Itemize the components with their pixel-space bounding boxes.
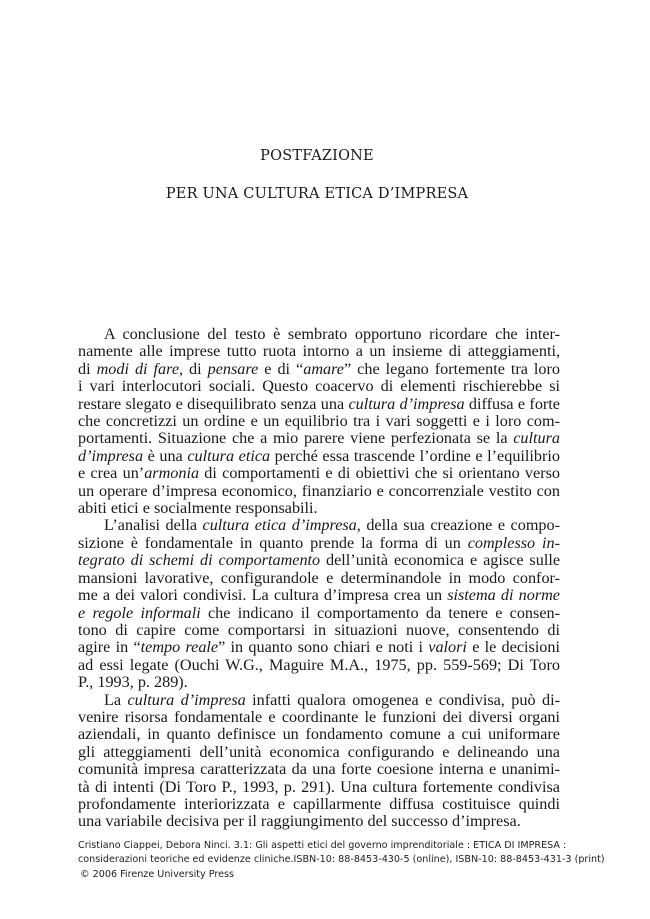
paragraph-line: che concretizzi un ordine e un equilibrio tra i vari soggetti e i loro com-	[78, 412, 560, 431]
footer-line-2: considerazioni teoriche ed evidenze cliniche.ISBN-10: 88-8453-430-5 (online), ISBN-10: 88-8453-431-3 (print)	[78, 854, 605, 866]
paragraph-line: P., 1993, p. 289).	[78, 673, 188, 692]
chapter-subtitle: PER UNA CULTURA ETICA D’IMPRESA	[165, 186, 469, 202]
paragraph-line: La cultura d’impresa infatti qualora omogenea e condivisa, può di-	[104, 690, 560, 709]
paragraph-line: profondamente interiorizzata e capillarmente diffusa costituisce quindi	[78, 794, 560, 813]
paragraph-line: ad essi legate (Ouchi W.G., Maguire M.A., 1975, pp. 559-569; Di Toro	[78, 655, 560, 674]
paragraph-line: d’impresa è una cultura etica perché essa trascende l’ordine e l’equilibrio	[78, 446, 560, 465]
paragraph-line: un operare d’impresa economico, finanziario e concorrenziale vestito con	[78, 481, 560, 500]
footer-line-1: Cristiano Ciappei, Debora Ninci. 3.1: Gli aspetti etici del governo imprenditoriale : ETICA DI IMPRESA :	[78, 840, 567, 851]
paragraph-line: di modi di fare, di pensare e di “amare” che legano fortemente tra loro	[78, 359, 560, 378]
body-text	[78, 326, 560, 831]
paragraph-line: namente alle imprese tutto ruota intorno a un insieme di atteggiamenti,	[78, 342, 560, 361]
paragraph-line: agire in “tempo reale” in quanto sono chiari e noti i valori e le decisioni	[78, 638, 560, 657]
paragraph-line: sizione è fondamentale in quanto prende la forma di un complesso in-	[78, 533, 560, 552]
paragraph-line: comunità impresa caratterizzata da una forte coesione interna e unanimi-	[78, 760, 560, 779]
paragraph-line: me a dei valori condivisi. La cultura d’impresa crea un sistema di norme	[78, 586, 560, 605]
paragraph-line: restare slegato e disequilibrato senza una cultura d’impresa diffusa e forte	[78, 394, 560, 413]
paragraph-line: i vari interlocutori sociali. Questo coacervo di elementi rischierebbe si	[78, 377, 560, 396]
paragraph-line: abiti etici e socialmente responsabili.	[78, 499, 318, 518]
paragraph-line: una variabile decisiva per il raggiungimento del successo d’impresa.	[78, 812, 521, 831]
paragraph-line: e crea un’armonia di comportamenti e di obiettivi che si orientano verso	[78, 464, 560, 483]
paragraph-line: A conclusione del testo è sembrato opportuno ricordare che inter-	[104, 325, 560, 343]
paragraph-line: mansioni lavorative, configurandole e determinandole in modo confor-	[78, 568, 560, 587]
paragraph-line: tegrato di schemi di comportamento dell’unità economica e agisce sulle	[78, 551, 560, 570]
paragraph-line: tà di intenti (Di Toro P., 1993, p. 291). Una cultura fortemente condivisa	[78, 777, 560, 796]
footer-copyright: © 2006 Firenze University Press	[80, 868, 234, 880]
paragraph-line: aziendali, in quanto definisce un fondamento comune a cui uniformare	[78, 725, 560, 744]
citation-footer	[78, 839, 605, 882]
paragraph-line: venire risorsa fondamentale e coordinante le funzioni dei diversi organi	[78, 707, 560, 726]
chapter-title: POSTFAZIONE	[260, 148, 374, 164]
paragraph-line: gli atteggiamenti dell’unità economica configurando e delineando una	[78, 742, 560, 761]
paragraph-line: tono di capire come comportarsi in situazioni nuove, consentendo di	[78, 620, 560, 639]
paragraph-line: portamenti. Situazione che a mio parere viene perfezionata se la cultura	[78, 429, 560, 448]
paragraph-line: L’analisi della cultura etica d’impresa, della sua creazione e compo-	[104, 516, 560, 535]
paragraph-line: e regole informali che indicano il comportamento da tenere e consen-	[78, 603, 560, 622]
